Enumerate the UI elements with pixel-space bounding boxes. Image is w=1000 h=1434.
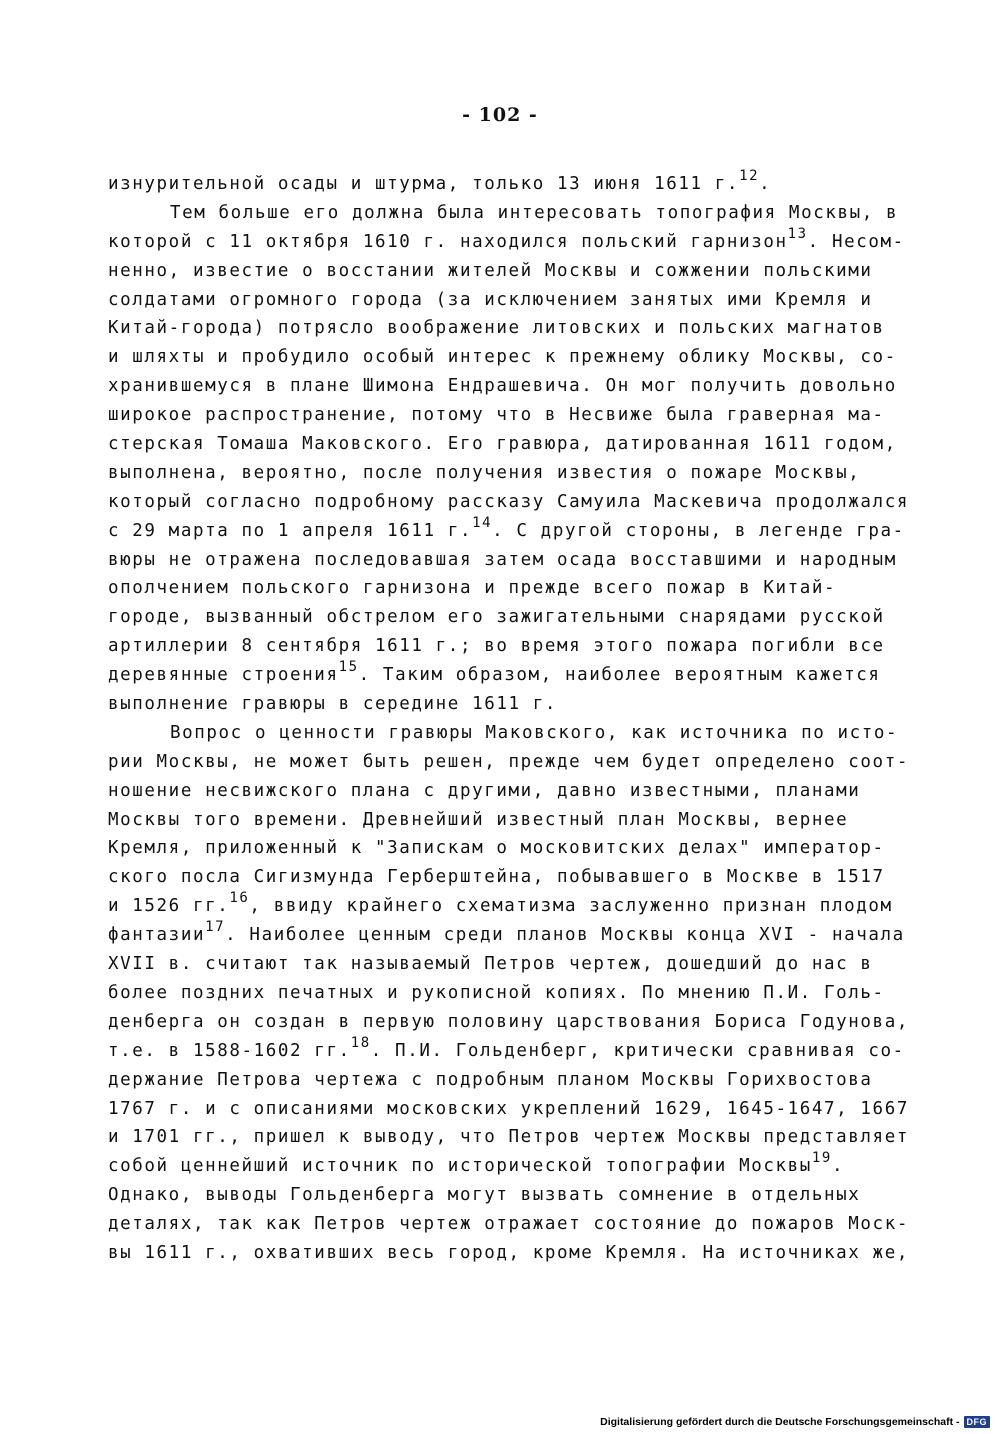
line-text: деревянные строения xyxy=(108,665,339,686)
line-text: Китай-города) потрясло воображение литовских и польских магнатов xyxy=(108,318,885,339)
line-text: XVII в. считают так называемый Петров чертеж, дошедший до нас в xyxy=(108,954,873,975)
line-text: и 1701 гг., пришел к выводу, что Петров чертеж Москвы представляет xyxy=(108,1127,909,1148)
text-line xyxy=(108,603,898,632)
line-text: изнурительной осады и штурма, только 13 июня 1611 г. xyxy=(108,174,740,194)
line-text: выполнена, вероятно, после получения известия о пожаре Москвы, xyxy=(108,462,861,483)
text-line xyxy=(108,401,898,430)
line-text-continued: . Наиболее ценным среди планов Москвы конца XVI - начала xyxy=(225,925,905,946)
line-text: вы 1611 г., охвативших весь город, кроме Кремля. На источниках же, xyxy=(108,1242,909,1263)
footnote-marker: 15 xyxy=(338,659,359,676)
footnote-marker: 14 xyxy=(472,514,493,531)
text-line xyxy=(108,574,898,603)
line-text: и шляхты и пробудило особый интерес к прежнему облику Москвы, со- xyxy=(108,347,897,368)
line-text: хранившемуся в плане Шимона Ендрашевича. Он мог получить довольно xyxy=(108,376,897,397)
footnote-marker: 18 xyxy=(350,1034,371,1051)
text-line xyxy=(108,514,905,546)
text-line xyxy=(108,1034,905,1066)
line-text-continued: . Несом- xyxy=(807,231,905,252)
line-text-continued: . Таким образом, наиболее вероятным кажется xyxy=(358,665,881,686)
footnote-marker: 13 xyxy=(787,225,808,242)
line-text: ношение несвижского плана с другими, давно известными, планами xyxy=(108,780,861,801)
text-line xyxy=(108,834,898,863)
footnote-marker: 16 xyxy=(229,890,250,907)
text-line xyxy=(108,1123,909,1152)
text-line xyxy=(108,1095,909,1124)
text-line xyxy=(108,1008,909,1037)
text-line xyxy=(108,546,898,575)
line-text: 1767 г. и с описаниями московских укреплений 1629, 1645-1647, 1667 xyxy=(108,1098,909,1119)
text-line xyxy=(108,979,898,1008)
text-line xyxy=(108,286,898,315)
line-text: городе, вызванный обстрелом его зажигательными снарядами русской xyxy=(108,607,885,628)
text-line xyxy=(108,806,898,835)
text-line xyxy=(108,661,898,690)
digitization-footer xyxy=(600,1416,990,1428)
line-text: стерская Томаша Маковского. Его гравюра, датированная 1611 годом, xyxy=(108,434,897,455)
text-line xyxy=(108,719,898,748)
dfg-logo: DFG xyxy=(964,1416,991,1428)
text-line xyxy=(108,1152,898,1181)
line-text: и 1526 гг. xyxy=(108,896,230,917)
text-line xyxy=(108,314,898,343)
page-number: - 102 - xyxy=(462,104,538,126)
text-line xyxy=(108,372,898,401)
text-line xyxy=(108,430,898,459)
funding-notice: Digitalisierung gefördert durch die Deutsche Forschungsgemeinschaft - xyxy=(600,1416,960,1428)
line-text: который согласно подробному рассказу Самуила Маскевича продолжался xyxy=(108,491,909,512)
line-text: Москвы того времени. Древнейший известный план Москвы, вернее xyxy=(108,809,849,830)
line-text: вюры не отражена последовавшая затем осада восставшими и народным xyxy=(108,549,897,570)
line-text: которой с 11 октября 1610 г. находился польский гарнизон xyxy=(108,231,788,252)
text-line xyxy=(108,1181,898,1210)
text-line xyxy=(108,1210,909,1239)
text-line xyxy=(108,199,898,228)
line-text: выполнение гравюры в середине 1611 г. xyxy=(108,694,558,715)
line-text: более поздних печатных и рукописной копиях. По мнению П.И. Голь- xyxy=(108,982,885,1003)
text-line xyxy=(108,690,898,719)
line-text-continued: . xyxy=(759,174,772,194)
line-text: Тем больше его должна была интересовать топография Москвы, в xyxy=(170,202,899,223)
text-line xyxy=(108,170,898,199)
text-line xyxy=(108,343,898,372)
line-text: ского посла Сигизмунда Герберштейна, побывавшего в Москве в 1517 xyxy=(108,867,885,888)
text-line xyxy=(108,748,909,777)
line-text: Кремля, приложенный к "Запискам о московитских делах" император- xyxy=(108,838,885,859)
line-text-continued: , ввиду крайнего схематизма заслуженно признан плодом xyxy=(249,896,893,917)
text-line xyxy=(108,632,898,661)
line-text: денберга он создан в первую половину царствования Бориса Годунова, xyxy=(108,1011,909,1032)
text-line xyxy=(108,919,905,950)
line-text-continued: . С другой стороны, в легенде гра- xyxy=(492,520,905,541)
line-text: широкое распространение, потому что в Несвиже была граверная ма- xyxy=(108,405,885,426)
text-line xyxy=(108,777,898,806)
line-text: с 29 марта по 1 апреля 1611 г. xyxy=(108,520,473,541)
text-line xyxy=(108,459,898,488)
text-line xyxy=(108,1066,898,1095)
text-line xyxy=(108,257,898,286)
body-text xyxy=(108,168,909,1268)
text-line xyxy=(108,892,898,921)
text-line xyxy=(108,950,898,979)
text-line xyxy=(108,1239,909,1268)
text-line xyxy=(108,488,909,517)
line-text: Вопрос о ценности гравюры Маковского, как источника по исто- xyxy=(170,722,899,743)
line-text: деталях, так как Петров чертеж отражает состояние до пожаров Моск- xyxy=(108,1214,909,1235)
line-text-continued: . xyxy=(831,1156,845,1177)
line-text: ополчением польского гарнизона и прежде всего пожар в Китай- xyxy=(108,578,837,599)
line-text-continued: . П.И. Гольденберг, критически сравнивая со- xyxy=(370,1040,905,1061)
line-text: держание Петрова чертежа с подробным планом Москвы Горихвостова xyxy=(108,1069,873,1090)
footnote-marker: 12 xyxy=(739,168,760,184)
line-text: солдатами огромного города (за исключением занятых ими Кремля и xyxy=(108,289,873,310)
text-line xyxy=(108,225,905,257)
line-text: т.е. в 1588-1602 гг. xyxy=(108,1040,351,1061)
line-text: рии Москвы, не может быть решен, прежде чем будет определено соот- xyxy=(108,751,909,772)
line-text: ненно, известие о восстании жителей Москвы и сожжении польскими xyxy=(108,260,873,281)
line-text: Однако, выводы Гольденберга могут вызвать сомнение в отдельных xyxy=(108,1185,861,1206)
line-text: собой ценнейший источник по исторической топографии Москвы xyxy=(108,1156,812,1177)
footnote-marker: 19 xyxy=(811,1150,832,1167)
line-text: фантазии xyxy=(108,925,206,946)
footnote-marker: 17 xyxy=(205,919,226,936)
text-line xyxy=(108,863,898,892)
line-text: артиллерии 8 сентября 1611 г.; во время этого пожара погибли все xyxy=(108,636,885,657)
